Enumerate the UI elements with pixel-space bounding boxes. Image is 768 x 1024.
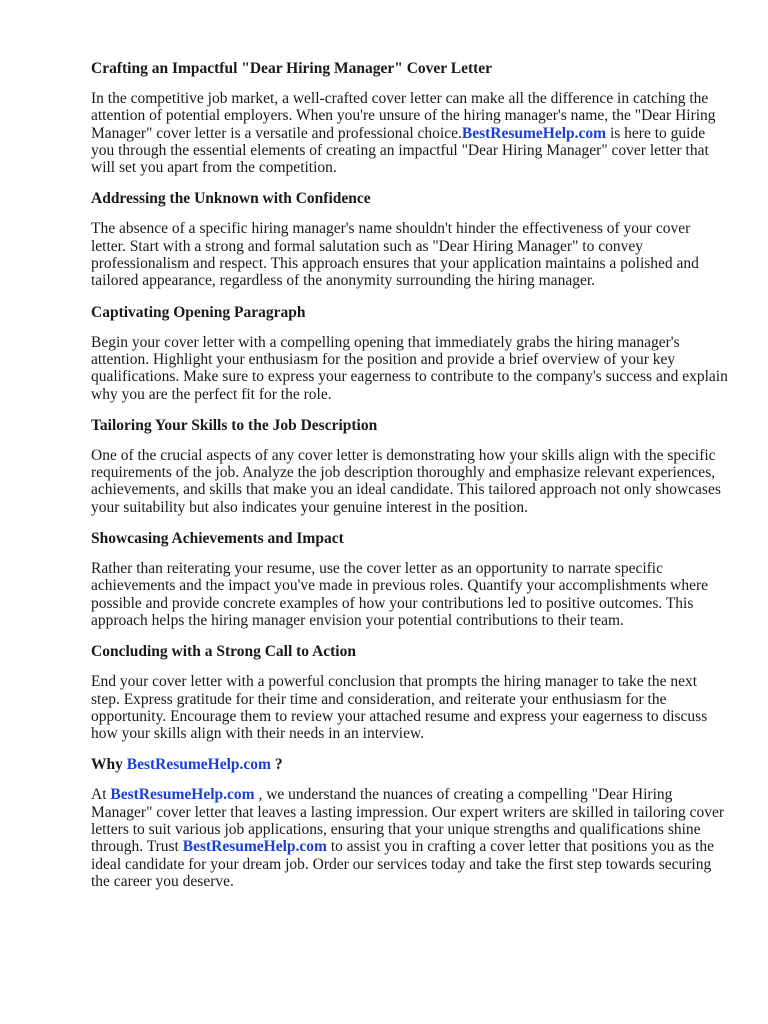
why-heading-suffix: ? bbox=[270, 756, 283, 774]
why-text-start: At bbox=[91, 786, 111, 804]
section-body-achievements: Rather than reiterating your resume, use the cover letter as an opportunity to narrate specific achievements and the impact you've made in previous roles. Quantify your accomplishments where possible and provide concrete examples of how your contributions led to positive outcomes. This approach helps the hiring manager envision your potential contributions to their team. bbox=[91, 560, 709, 629]
section-heading-opening: Captivating Opening Paragraph bbox=[91, 303, 306, 321]
why-paragraph bbox=[91, 786, 728, 890]
why-heading-prefix: Why bbox=[91, 756, 127, 774]
section-heading-concluding: Concluding with a Strong Call to Action bbox=[91, 643, 356, 661]
section-heading-addressing: Addressing the Unknown with Confidence bbox=[91, 190, 371, 208]
why-heading-site-link[interactable]: BestResumeHelp.com bbox=[126, 756, 271, 774]
intro-paragraph bbox=[91, 90, 728, 176]
document-title: Crafting an Impactful "Dear Hiring Manager" Cover Letter bbox=[91, 60, 493, 77]
intro-site-link[interactable]: BestResumeHelp.com bbox=[461, 124, 607, 142]
section-body-addressing: The absence of a specific hiring manager's name shouldn't hinder the effectiveness of your cover letter. Start with a strong and formal salutation such as "Dear Hiring Manager" to convey professionalism and respect. This approach ensures that your application maintains a polished and tailored appearance, regardless of the anonymity surrounding the hiring manager. bbox=[91, 220, 699, 290]
why-text-end: to assist you in crafting a cover letter that positions you as the ideal candidate for your dream job. Order our services today and take the first step towards securing the career you deserve. bbox=[91, 838, 714, 890]
section-heading-why bbox=[91, 756, 728, 774]
section-body-tailoring: One of the crucial aspects of any cover letter is demonstrating how your skills align with the specific requirements of the job. Analyze the job description thoroughly and emphasize relevant experiences, achievements, and skills that make you an ideal candidate. This tailored approach not only showcases your suitability but also indicates your genuine interest in the position. bbox=[91, 446, 721, 516]
why-site-link-1[interactable]: BestResumeHelp.com bbox=[110, 786, 255, 804]
why-site-link-2[interactable]: BestResumeHelp.com bbox=[182, 838, 327, 856]
section-body-opening: Begin your cover letter with a compelling opening that immediately grabs the hiring manager's attention. Highlight your enthusiasm for the position and provide a brief overview of your key qualifications. Make sure to express your eagerness to contribute to the company's success and explain why you are the perfect fit for the role. bbox=[91, 333, 728, 403]
why-text-middle: , we understand the nuances of creating a compelling "Dear Hiring Manager" cover letter that leaves a lasting impression. Our expert writers are skilled in tailoring cover letters to suit various job applications, ensuring that your unique strengths and qualifications shine through. Trust bbox=[91, 786, 724, 856]
section-heading-tailoring: Tailoring Your Skills to the Job Description bbox=[91, 416, 378, 434]
section-heading-achievements: Showcasing Achievements and Impact bbox=[91, 530, 344, 548]
intro-text-before-link: In the competitive job market, a well-crafted cover letter can make all the difference in catching the attention of potential employers. When you're unsure of the hiring manager's name, the "Dear Hiring Manager" cover letter is a versatile and professional choice. bbox=[91, 90, 716, 142]
intro-text-after-link: is here to guide you through the essential elements of creating an impactful "Dear Hiring Manager" cover letter that will set you apart from the competition. bbox=[91, 124, 709, 177]
section-body-concluding: End your cover letter with a powerful conclusion that prompts the hiring manager to take the next step. Express gratitude for their time and consideration, and reiterate your enthusiasm for the opportunity. Encourage them to review your attached resume and express your eagerness to discuss how your skills align with their needs in an interview. bbox=[91, 673, 708, 743]
